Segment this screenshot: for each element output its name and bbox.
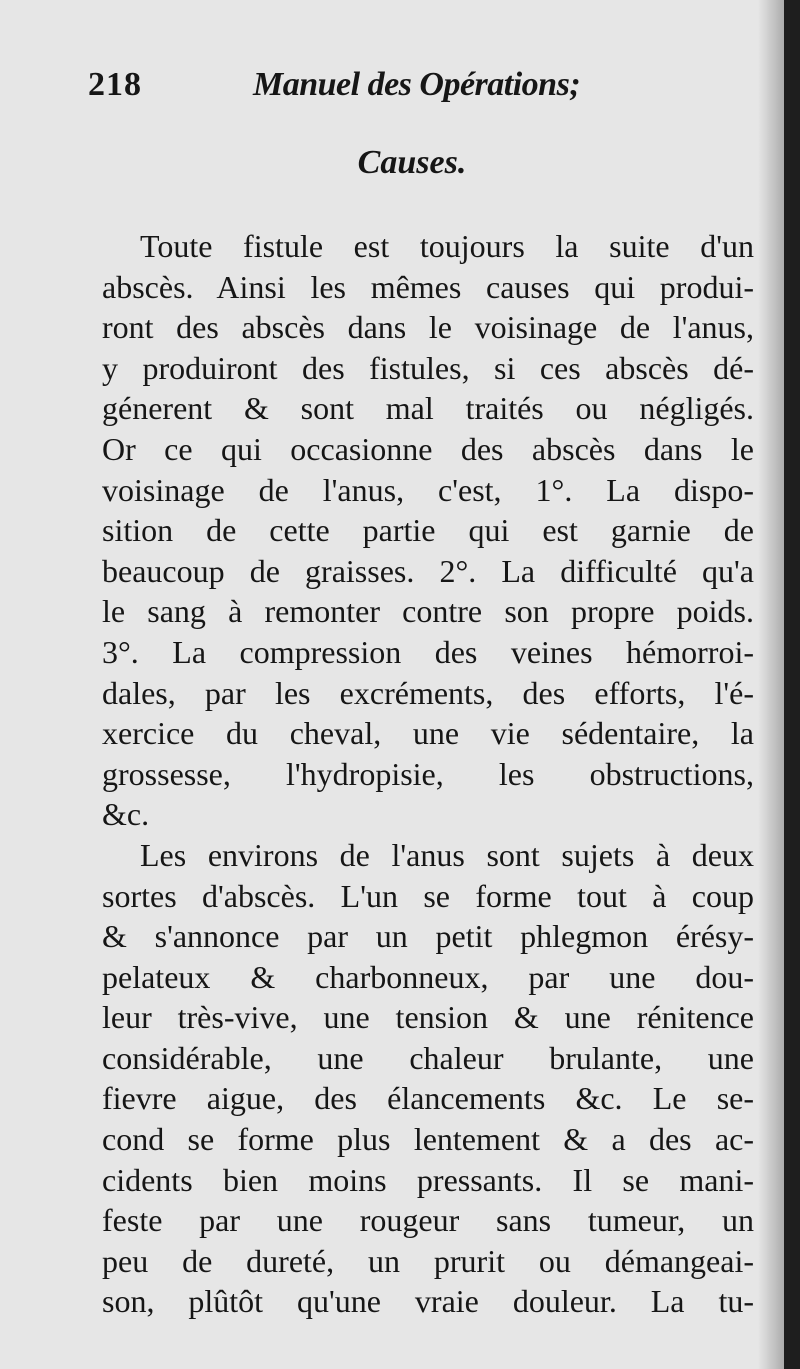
text-line: peu de dureté, un prurit ou démangeai-	[102, 1242, 754, 1279]
text-line: pelateux & charbonneux, par une dou-	[102, 958, 754, 995]
text-line: leur très-vive, une tension & une rénitence	[102, 999, 754, 1036]
text-line: &c.	[102, 796, 150, 833]
text-line: Les environs de l'anus sont sujets à deux	[140, 836, 754, 873]
page-edge-shadow	[758, 0, 784, 1369]
text-line: grossesse, l'hydropisie, les obstructions,	[102, 755, 754, 792]
text-line: xercice du cheval, une vie sédentaire, la	[102, 715, 754, 752]
text-line: Or ce qui occasionne des abscès dans le	[102, 430, 754, 467]
text-line: beaucoup de graisses. 2°. La difficulté qu'a	[102, 552, 754, 589]
text-line: & s'annonce par un petit phlegmon érésy-	[102, 918, 754, 955]
text-line: ront des abscès dans le voisinage de l'anus,	[102, 309, 754, 346]
text-line: le sang à remonter contre son propre poids.	[102, 593, 754, 630]
text-line: 3°. La compression des veines hémorroi-	[102, 633, 754, 670]
book-title: Manuel des Opérations;	[253, 66, 581, 103]
text-line: considérable, une chaleur brulante, une	[102, 1039, 754, 1076]
text-line: sortes d'abscès. L'un se forme tout à coup	[102, 877, 754, 914]
page-number: 218	[88, 66, 142, 103]
text-line: génerent & sont mal traités ou négligés.	[102, 390, 754, 427]
section-title: Causes.	[357, 144, 467, 181]
running-head	[88, 66, 608, 126]
text-line: Toute fistule est toujours la suite d'un	[140, 228, 754, 264]
text-line: voisinage de l'anus, c'est, 1°. La dispo-	[102, 471, 754, 508]
text-line: feste par une rougeur sans tumeur, un	[102, 1202, 754, 1239]
text-line: y produiront des fistules, si ces abscès dé-	[102, 349, 754, 386]
body-text	[102, 226, 754, 1322]
text-line: abscès. Ainsi les mêmes causes qui produi-	[102, 268, 754, 305]
text-line: cidents bien moins pressants. Il se mani-	[102, 1161, 754, 1198]
text-line: dales, par les excréments, des efforts, l'é-	[102, 674, 754, 711]
text-line: sition de cette partie qui est garnie de	[102, 512, 754, 549]
text-line: fievre aigue, des élancements &c. Le se-	[102, 1080, 754, 1117]
paragraph-2	[102, 835, 754, 1322]
text-line: cond se forme plus lentement & a des ac-	[102, 1121, 754, 1158]
text-line: son, plûtôt qu'une vraie douleur. La tu-	[102, 1283, 754, 1320]
paragraph-1	[102, 226, 754, 835]
